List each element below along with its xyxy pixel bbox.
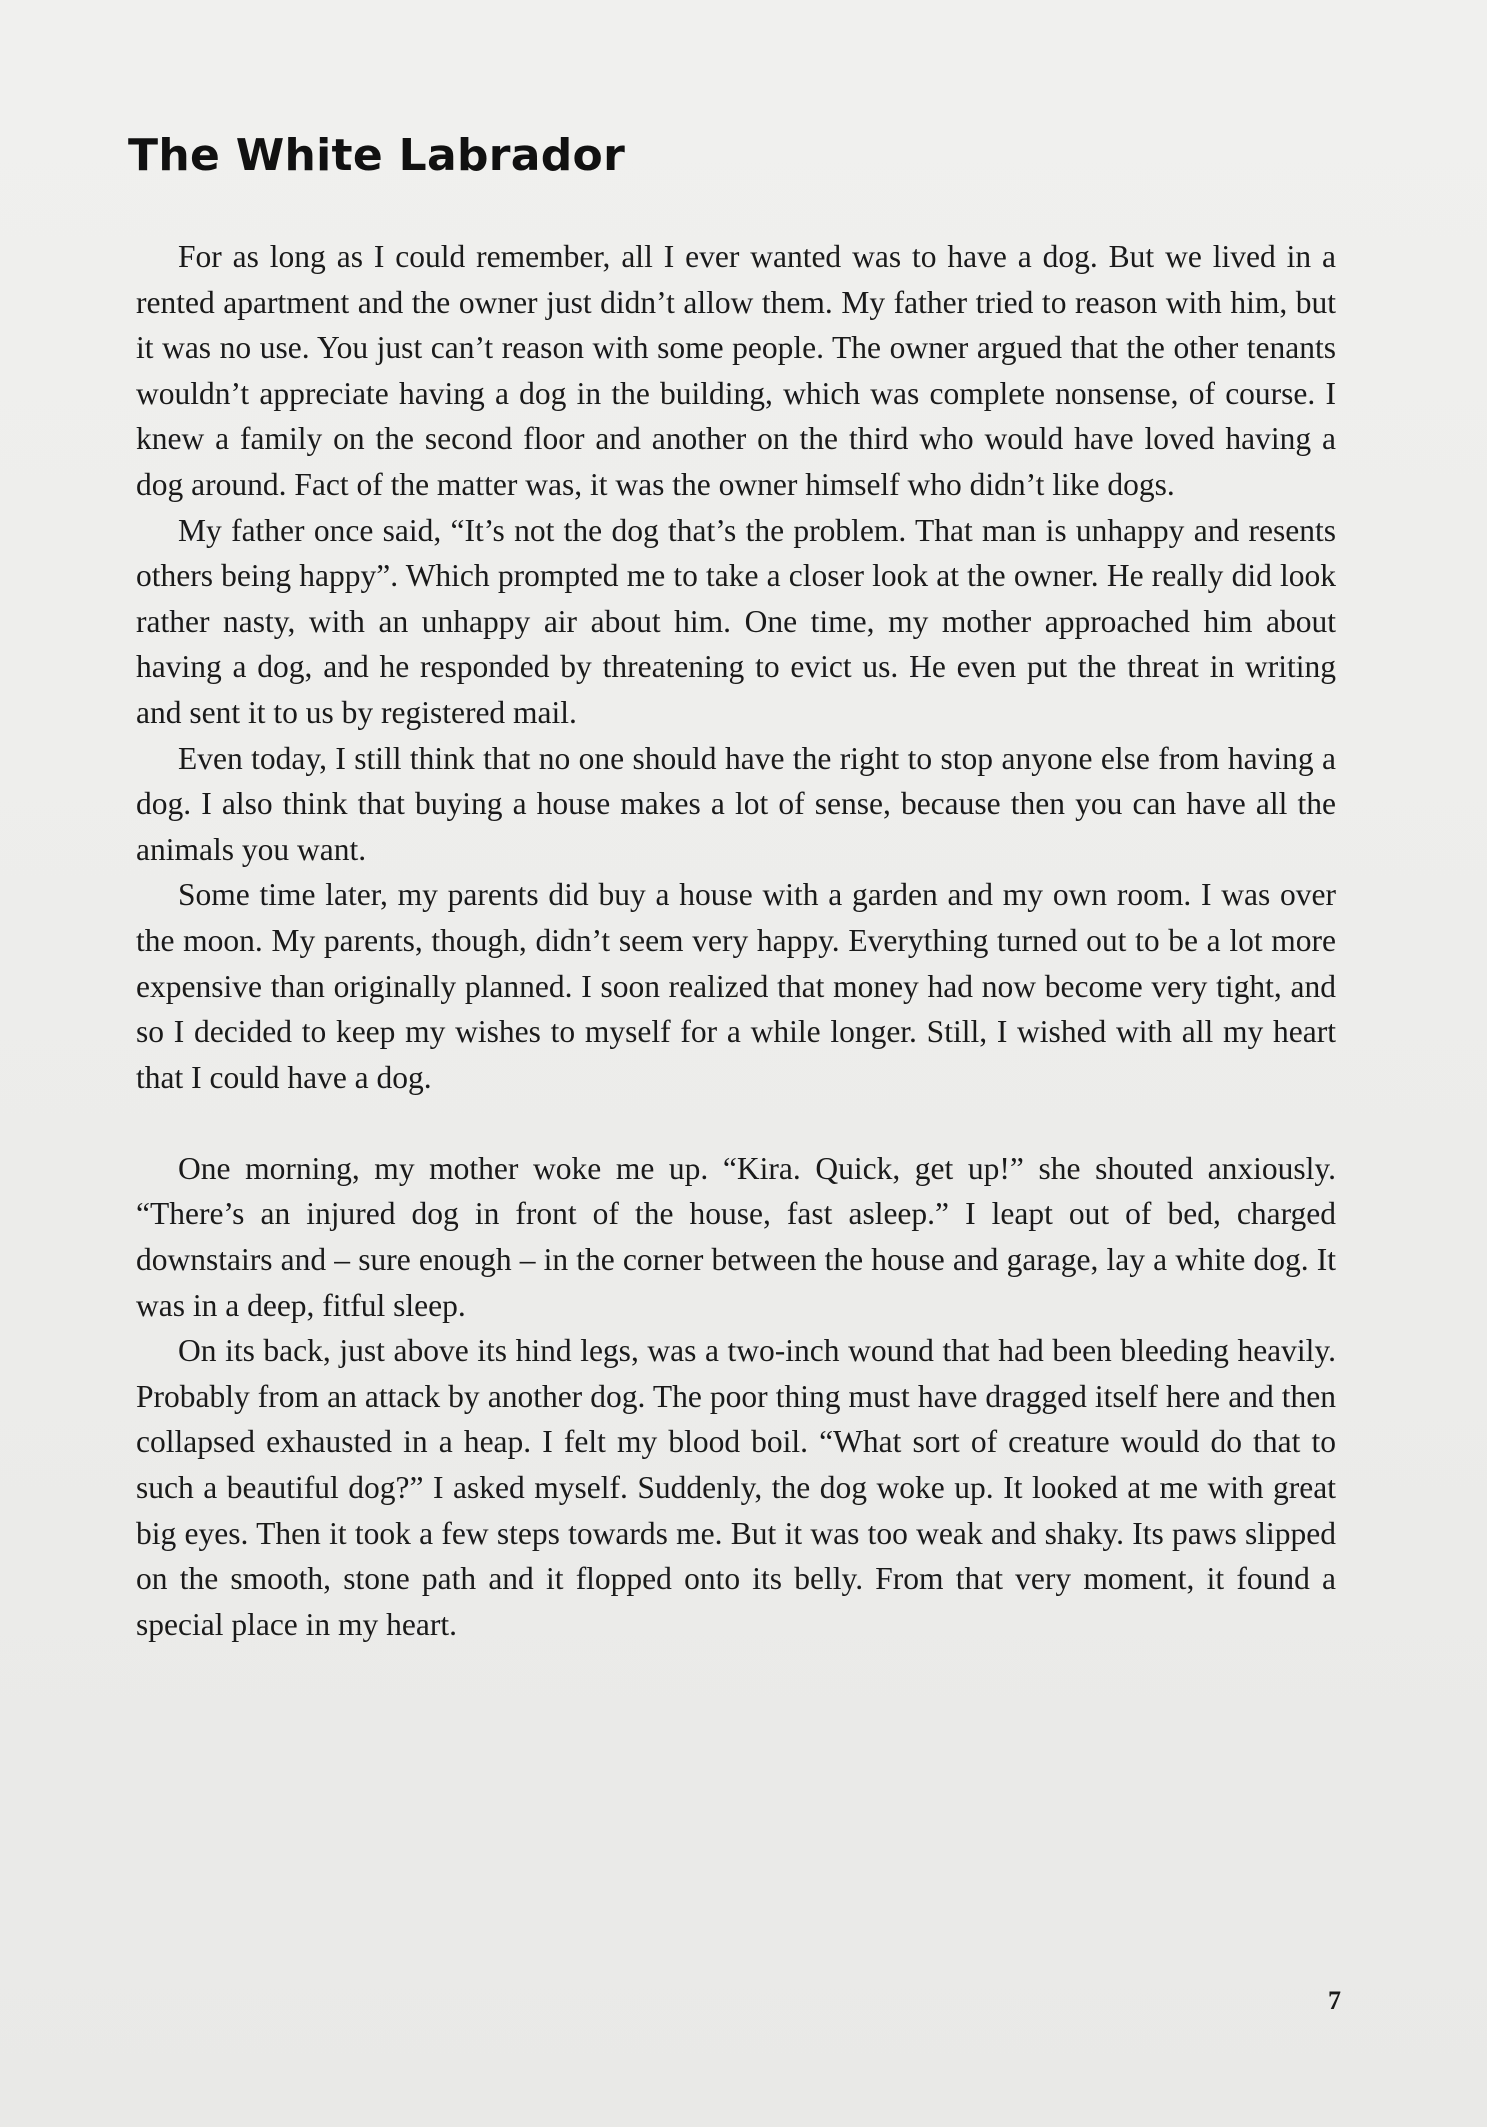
paragraph: Even today, I still think that no one should have the right to stop anyone else from having a dog. I also think that buying a house makes a lot of sense, because then you can have all the animals you want.	[136, 740, 1336, 867]
paragraph: On its back, just above its hind legs, was a two-inch wound that had been bleeding heavily. Probably from an attack by another dog. The poor thing must have dragged itself here and then collapsed exhausted in a heap. I felt my blood boil. “What sort of creature would do that to such a beautiful dog?” I asked myself. Suddenly, the dog woke up. It looked at me with great big eyes. Then it took a few steps towards me. But it was too weak and shaky. Its paws slipped on the smooth, stone path and it flopped onto its belly. From that very moment, it found a special place in my heart.	[136, 1333, 1336, 1642]
paragraph: My father once said, “It’s not the dog that’s the problem. That man is unhappy and resents others being happy”. Which prompted me to take a closer look at the owner. He really did look rather nasty, with an unhappy air about him. One time, my mother approached him about having a dog, and he responded by threatening to evict us. He even put the threat in writing and sent it to us by registered mail.	[136, 512, 1336, 730]
paragraph-section-start: One morning, my mother woke me up. “Kira. Quick, get up!” she shouted anxiously. “There’s an injured dog in front of the house, fast asleep.” I leapt out of bed, charged downstairs and – sure enough – in the corner between the house and garage, lay a white dog. It was in a deep, fitful sleep.	[136, 1150, 1336, 1323]
chapter-title: The White Labrador	[128, 130, 626, 181]
chapter-body	[136, 234, 1336, 1647]
paragraph: Some time later, my parents did buy a house with a garden and my own room. I was over the moon. My parents, though, didn’t seem very happy. Everything turned out to be a lot more expensive than originally planned. I soon realized that money had now become very tight, and so I decided to keep my wishes to myself for a while longer. Still, I wished with all my heart that I could have a dog.	[136, 877, 1336, 1095]
page-number: 7	[1328, 1986, 1341, 2015]
paragraph: For as long as I could remember, all I ever wanted was to have a dog. But we lived in a rented apartment and the owner just didn’t allow them. My father tried to reason with him, but it was no use. You just can’t reason with some people. The owner argued that the other tenants wouldn’t appreciate having a dog in the building, which was complete nonsense, of course. I knew a family on the second floor and another on the third who would have loved having a dog around. Fact of the matter was, it was the owner himself who didn’t like dogs.	[136, 239, 1336, 502]
